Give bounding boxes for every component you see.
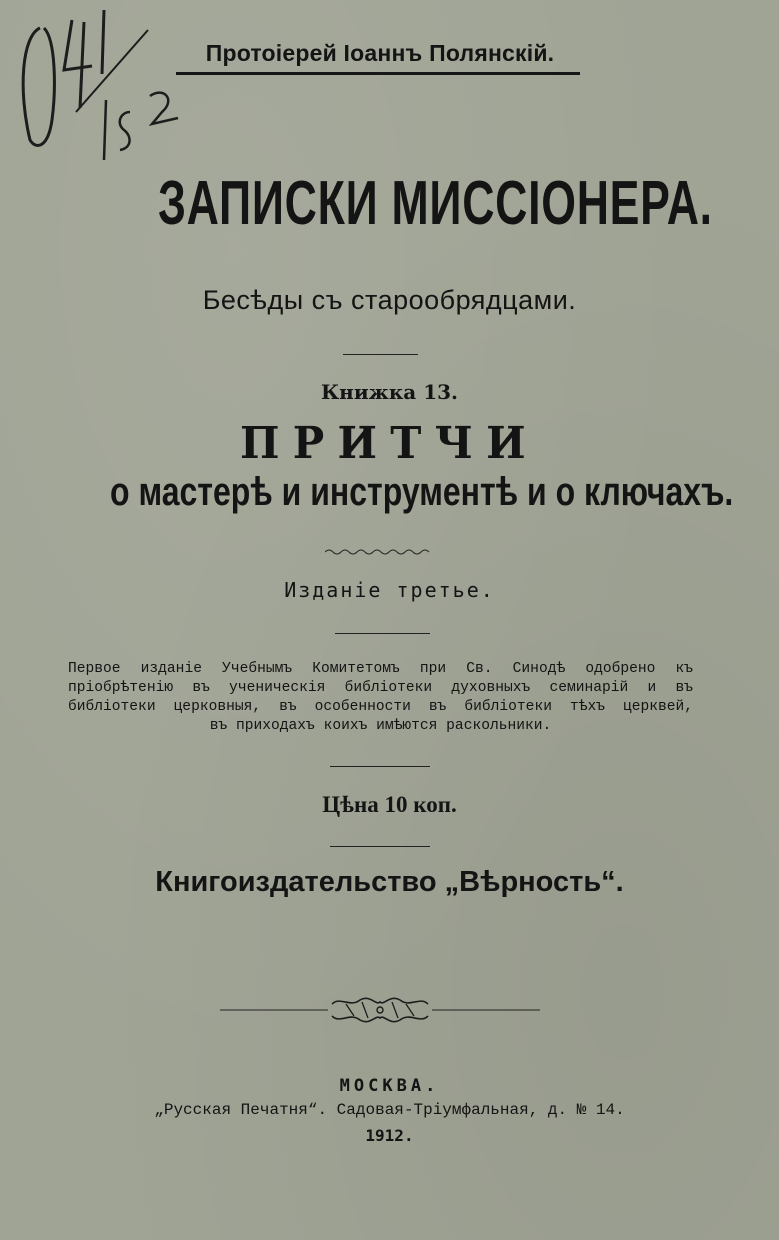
approval-note-line: пріобрѣтенію въ ученическія библіотеки духовныхъ семинарій и въ <box>68 680 693 696</box>
section-subtitle: о мастерѣ и инструментѣ и о ключахъ. <box>110 470 734 514</box>
book-title: ЗАПИСКИ МИССІОНЕРА. <box>157 169 713 238</box>
wavy-divider <box>325 546 435 558</box>
ornament-divider <box>220 992 540 1028</box>
author-name: Протоіерей Іоаннъ Полянскій. <box>205 40 555 66</box>
approval-note-line: библіотеки церковныя, въ особенности въ библіотеки тѣхъ церквей, <box>68 699 693 715</box>
section-title: ПРИТЧИ <box>240 418 539 469</box>
book-subtitle: Бесѣды съ старообрядцами. <box>202 285 577 315</box>
approval-note-line: въ приходахъ коихъ имѣются раскольники. <box>209 718 552 734</box>
divider-rule <box>343 354 418 355</box>
divider-rule <box>335 633 430 634</box>
handwritten-shelf-mark <box>0 0 200 160</box>
edition-note: Изданіе третье. <box>284 578 495 602</box>
approval-note-line: Первое изданіе Учебнымъ Комитетомъ при Св. Синодѣ одобрено къ <box>68 661 693 677</box>
divider-rule <box>330 766 430 767</box>
imprint-city: МОСКВА. <box>339 1076 440 1096</box>
imprint-printer: „Русская Печатня“. Садовая-Тріумфальная, д. № 14. <box>154 1101 625 1119</box>
imprint-year: 1912. <box>365 1126 414 1145</box>
publisher: Книгоиздательство „Вѣрность“. <box>155 866 624 898</box>
book-number: Книжка 13. <box>320 380 459 404</box>
price: Цѣна 10 коп. <box>322 792 457 817</box>
author-underline <box>176 72 580 75</box>
approval-note <box>68 660 693 736</box>
divider-rule <box>330 846 430 847</box>
